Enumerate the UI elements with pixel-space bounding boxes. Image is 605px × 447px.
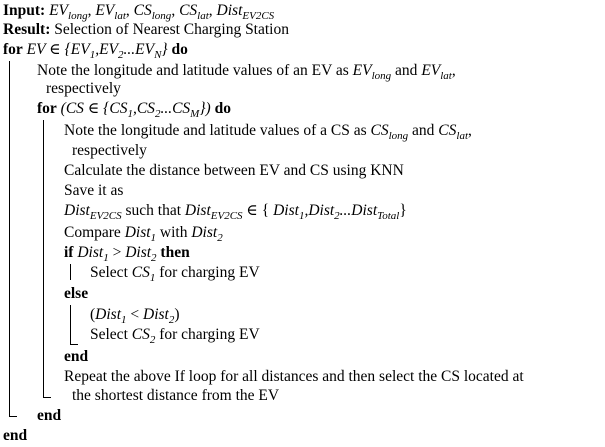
result-label: Result: — [3, 21, 51, 38]
dist-ev2cs-var: Dist$_{EV2CS}$ — [216, 2, 275, 22]
else-bar-foot — [70, 344, 78, 345]
inner-loop-condition: (CS ∈ $\{CS_1,CS_2...CS_M\}$) — [60, 100, 211, 120]
select-cs2-line: Select $CS_2$ for charging EV — [90, 326, 260, 346]
if-line: if Dist$_1$ > Dist$_2$ then — [64, 244, 190, 264]
repeat-line-2: the shortest distance from the EV — [72, 387, 280, 404]
if-keyword: if — [64, 244, 74, 261]
note-ev-cont: respectively — [46, 80, 121, 97]
else-condition-line: (Dist$_1$ < Dist$_2$) — [90, 306, 180, 326]
such-that-line: Dist$_{EV2CS}$ such that Dist$_{EV2CS}$ ∈ { Dist$_1$,Dist$_2$...Dist$_{Total}$} — [64, 202, 407, 222]
inner-for-line — [37, 100, 231, 118]
note-cs-line: Note the longitude and latitude values of a CS as $CS_{long}$ and $CS_{lat}$, — [64, 122, 472, 142]
inner-do-keyword: do — [214, 100, 231, 117]
ev-long-var: $EV_{long}$ — [49, 2, 88, 22]
outer-loop-bar — [9, 61, 10, 416]
cs-lat-var: $CS_{lat}$ — [179, 2, 209, 22]
cs-lat-ref: $CS_{lat}$ — [438, 122, 469, 142]
select-cs1-line: Select $CS_1$ for charging EV — [90, 264, 260, 284]
note-cs-cont: respectively — [72, 142, 147, 159]
calc-line: Calculate the distance between EV and CS using KNN — [64, 162, 404, 179]
for-keyword: for — [3, 41, 23, 58]
input-label: Input: — [3, 2, 46, 19]
cs-long-ref: $CS_{long}$ — [370, 122, 409, 142]
outer-loop-bar-foot — [9, 416, 17, 417]
input-line: Input: $EV_{long}$, $EV_{lat}$, $CS_{long}$, $CS_{lat}$, Dist$_{EV2CS}$ — [3, 2, 275, 22]
then-keyword: then — [160, 244, 190, 261]
outer-end-line: end — [3, 427, 28, 444]
outer-for-line — [3, 41, 188, 59]
result-text: Selection of Nearest Charging Station — [54, 21, 289, 38]
else-keyword: else — [64, 285, 89, 302]
note-ev-line: Note the longitude and latitude values of an EV as $EV_{long}$ and $EV_{lat}$, — [37, 62, 456, 82]
do-keyword: do — [171, 41, 188, 58]
if-end-line: end — [64, 348, 89, 365]
result-line — [3, 21, 289, 39]
save-line: Save it as — [64, 182, 124, 199]
outer-loop-condition: EV ∈ $\{EV_1,EV_2...EV_N\}$ — [26, 41, 168, 61]
if-bar — [70, 264, 71, 280]
inner-loop-bar-foot — [43, 397, 51, 398]
cs-long-var: $CS_{long}$ — [133, 2, 172, 22]
inner-loop-bar — [43, 120, 44, 397]
else-bar — [70, 305, 71, 344]
ev-lat-ref: $EV_{lat}$ — [421, 62, 452, 82]
inner-for-keyword: for — [37, 100, 57, 117]
compare-line: Compare Dist$_1$ with Dist$_2$ — [64, 224, 223, 244]
inner-end-line: end — [37, 407, 62, 424]
ev-lat-var: $EV_{lat}$ — [95, 2, 126, 22]
ev-long-ref: $EV_{long}$ — [352, 62, 392, 82]
repeat-line-1: Repeat the above If loop for all distances and then select the CS located at — [64, 368, 524, 385]
else-line — [64, 285, 88, 303]
